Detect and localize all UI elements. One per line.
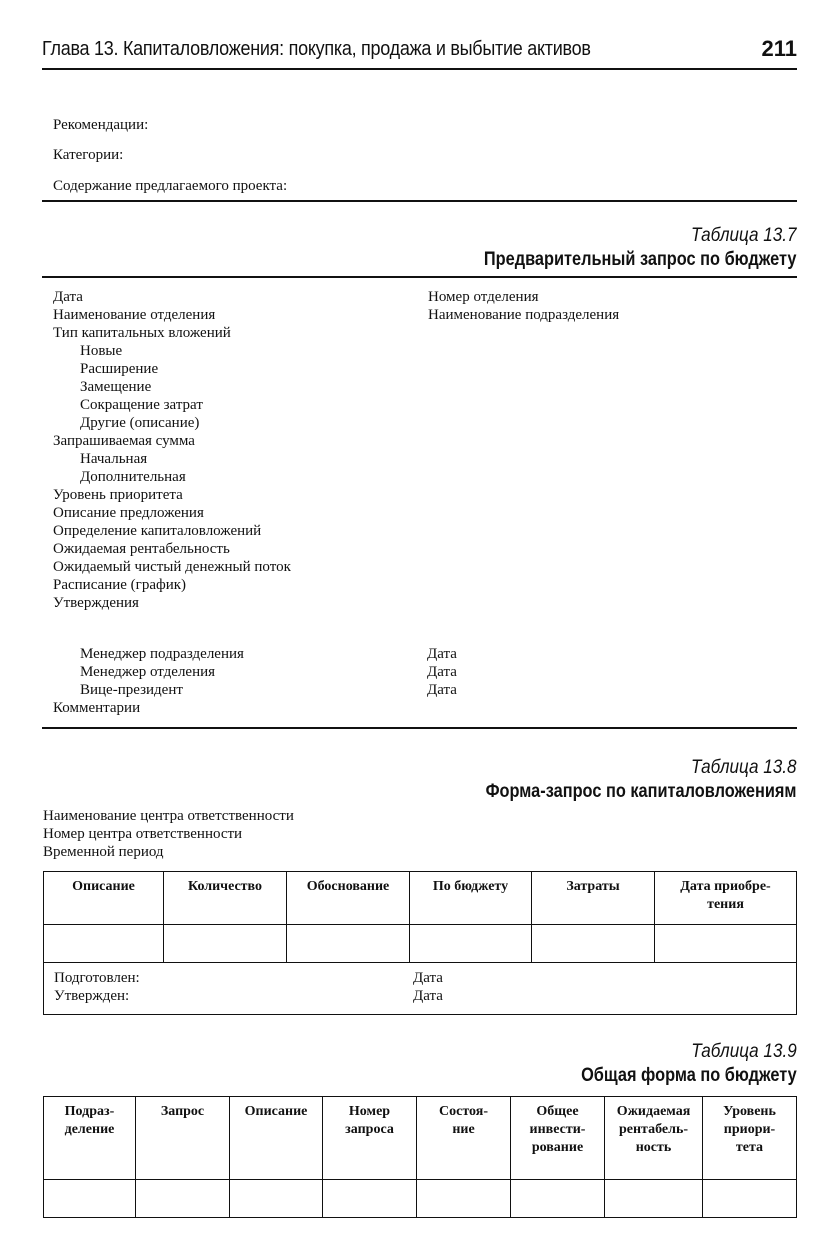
table-13-9-title: Общая форма по бюджету: [581, 1065, 797, 1086]
table-cell[interactable]: [287, 925, 410, 963]
column-header-expected-return: Ожидаемая рентабель- ность: [605, 1097, 703, 1180]
prepared-by-label: Подготовлен:: [54, 970, 140, 986]
table-cell[interactable]: [410, 925, 532, 963]
table-cell[interactable]: [605, 1180, 703, 1218]
page-number: 211: [761, 36, 797, 61]
form-field-label: Ожидаемая рентабельность: [53, 541, 230, 557]
column-header-acquisition-date: Дата приобре- тения: [655, 872, 797, 925]
table-13-7-bottom-rule: [42, 727, 797, 729]
form-subfield-label: Замещение: [80, 379, 152, 395]
column-header-subdivision: Подраз- деление: [44, 1097, 136, 1180]
prepared-date-label: Дата: [413, 970, 443, 986]
table-13-7-caption: [433, 224, 797, 272]
table-cell[interactable]: [655, 925, 797, 963]
table-cell[interactable]: [532, 925, 655, 963]
form-field-label: Наименование отделения: [53, 307, 216, 323]
division-number-label: Номер отделения: [428, 289, 539, 305]
column-header-quantity: Количество: [164, 872, 287, 925]
header-rule: [42, 68, 797, 70]
capital-request-table: [43, 871, 797, 1015]
form-field-label: Тип капитальных вложений: [53, 325, 231, 341]
table-cell[interactable]: [323, 1180, 417, 1218]
form-field-label: Описание предложения: [53, 505, 204, 521]
table-13-7-number: Таблица 13.7: [691, 225, 797, 246]
column-header-priority-level: Уровень приори- тета: [703, 1097, 797, 1180]
table-13-8-title: Форма-запрос по капиталовложениям: [486, 781, 797, 802]
column-header-description: Описание: [44, 872, 164, 925]
table-13-8-number: Таблица 13.8: [691, 757, 797, 778]
table-cell[interactable]: [44, 925, 164, 963]
form-subfield-label: Дополнительная: [80, 469, 186, 485]
approval-role: Менеджер отделения: [80, 664, 216, 680]
column-header-budgeted: По бюджету: [410, 872, 532, 925]
form-field-label: Уровень приоритета: [53, 487, 183, 503]
time-period-label: Временной период: [43, 844, 164, 860]
table-cell[interactable]: [44, 1180, 136, 1218]
table-cell[interactable]: [417, 1180, 511, 1218]
table-footer-row: [44, 963, 797, 1015]
table-13-7-title: Предварительный запрос по бюджету: [484, 249, 797, 270]
column-header-costs: Затраты: [532, 872, 655, 925]
table-row: [44, 1180, 797, 1218]
approval-date-label: Дата: [427, 664, 457, 680]
project-content-label: Содержание предлагаемого проекта:: [53, 178, 288, 194]
table-row: [44, 925, 797, 963]
responsibility-center-number-label: Номер центра ответственности: [43, 826, 243, 842]
table-header-row: [44, 872, 797, 925]
chapter-title: Глава 13. Капиталовложения: покупка, продажа и выбытие активов: [42, 38, 591, 60]
table-cell[interactable]: [230, 1180, 323, 1218]
form-subfield-label: Другие (описание): [80, 415, 200, 431]
approval-role: Вице-президент: [80, 682, 183, 698]
approved-date-label: Дата: [413, 988, 443, 1004]
recommendations-label: Рекомендации:: [53, 117, 149, 133]
table-13-7-top-rule: [42, 276, 797, 278]
approval-date-label: Дата: [427, 682, 457, 698]
approval-role: Менеджер подразделения: [80, 646, 244, 662]
form-subfield-label: Новые: [80, 343, 123, 359]
column-header-request-number: Номер запроса: [323, 1097, 417, 1180]
table-13-9-number: Таблица 13.9: [691, 1041, 797, 1062]
signature-block: [44, 963, 797, 1015]
table-cell[interactable]: [164, 925, 287, 963]
column-header-justification: Обоснование: [287, 872, 410, 925]
form-field-label: Определение капиталовложений: [53, 523, 262, 539]
table-cell[interactable]: [511, 1180, 605, 1218]
comments-label: Комментарии: [53, 700, 141, 716]
form-field-label: Ожидаемый чистый денежный поток: [53, 559, 291, 575]
form-subfield-label: Расширение: [80, 361, 159, 377]
general-budget-table: [43, 1096, 797, 1218]
responsibility-center-name-label: Наименование центра ответственности: [43, 808, 294, 824]
form-field-label: Дата: [53, 289, 83, 305]
subdivision-name-label: Наименование подразделения: [428, 307, 620, 323]
table-13-9-caption: [546, 1040, 797, 1088]
form-subfield-label: Начальная: [80, 451, 148, 467]
column-header-total-investment: Общее инвести- рование: [511, 1097, 605, 1180]
column-header-status: Состоя- ние: [417, 1097, 511, 1180]
table-cell[interactable]: [703, 1180, 797, 1218]
table-13-7-left-column: [53, 288, 291, 612]
form-subfield-label: Сокращение затрат: [80, 397, 203, 413]
column-header-request: Запрос: [136, 1097, 230, 1180]
form-field-label: Запрашиваемая сумма: [53, 433, 195, 449]
approval-date-label: Дата: [427, 646, 457, 662]
table-13-8-caption: [435, 756, 797, 804]
form-field-label: Расписание (график): [53, 577, 187, 593]
intro-rule: [42, 200, 797, 202]
form-field-label: Утверждения: [53, 595, 139, 611]
table-cell[interactable]: [136, 1180, 230, 1218]
approved-by-label: Утвержден:: [54, 988, 130, 1004]
categories-label: Категории:: [53, 147, 124, 163]
table-header-row: [44, 1097, 797, 1180]
column-header-description: Описание: [230, 1097, 323, 1180]
